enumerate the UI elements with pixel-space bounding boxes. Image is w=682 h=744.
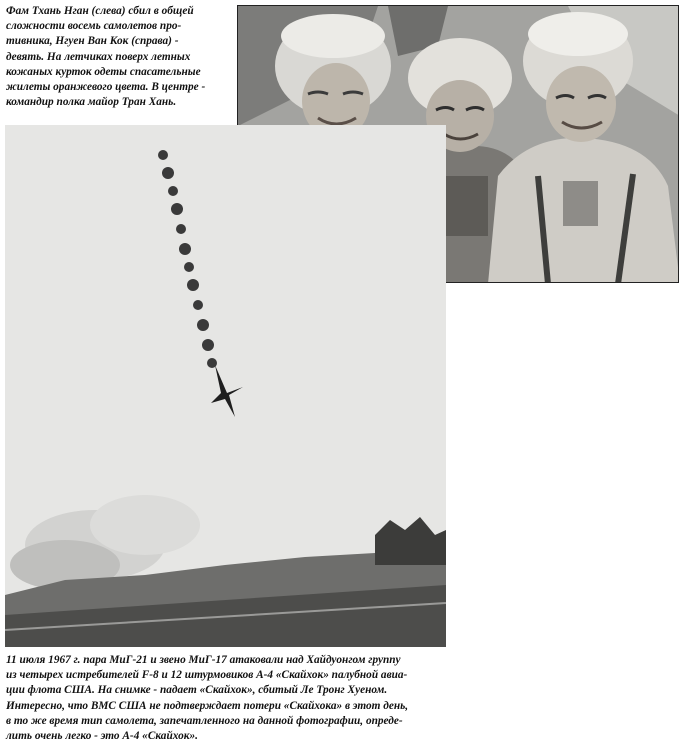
- top-photo-caption: Фам Тхань Нган (слева) сбил в общей сложности восемь самолетов про- тивника, Нгуен Ван Кок (справа) - девять. На летчиках поверх летных кожаных курток одеты спасательные жилеты оранжевого цвета. В центре - командир полка майор Тран Хань.: [6, 5, 206, 109]
- bottom-photo-caption: 11 июля 1967 г. пара МиГ-21 и звено МиГ-17 атаковали над Хайдуонгом группу из четырех истребителей F-8 и 12 штурмовиков А-4 «Скайхок» палубной авиа- ции флота США. На снимке - падает «Скайхок», сбитый Ле Тронг Хуеном. Интересно, что ВМС США не подтверждает потери «Скайхока» в этот день, в то же время тип самолета, запечатленного на данной фотографии, опреде- лить очень легко - это А-4 «Скайхок».: [6, 654, 409, 743]
- crash-photo: [5, 125, 446, 647]
